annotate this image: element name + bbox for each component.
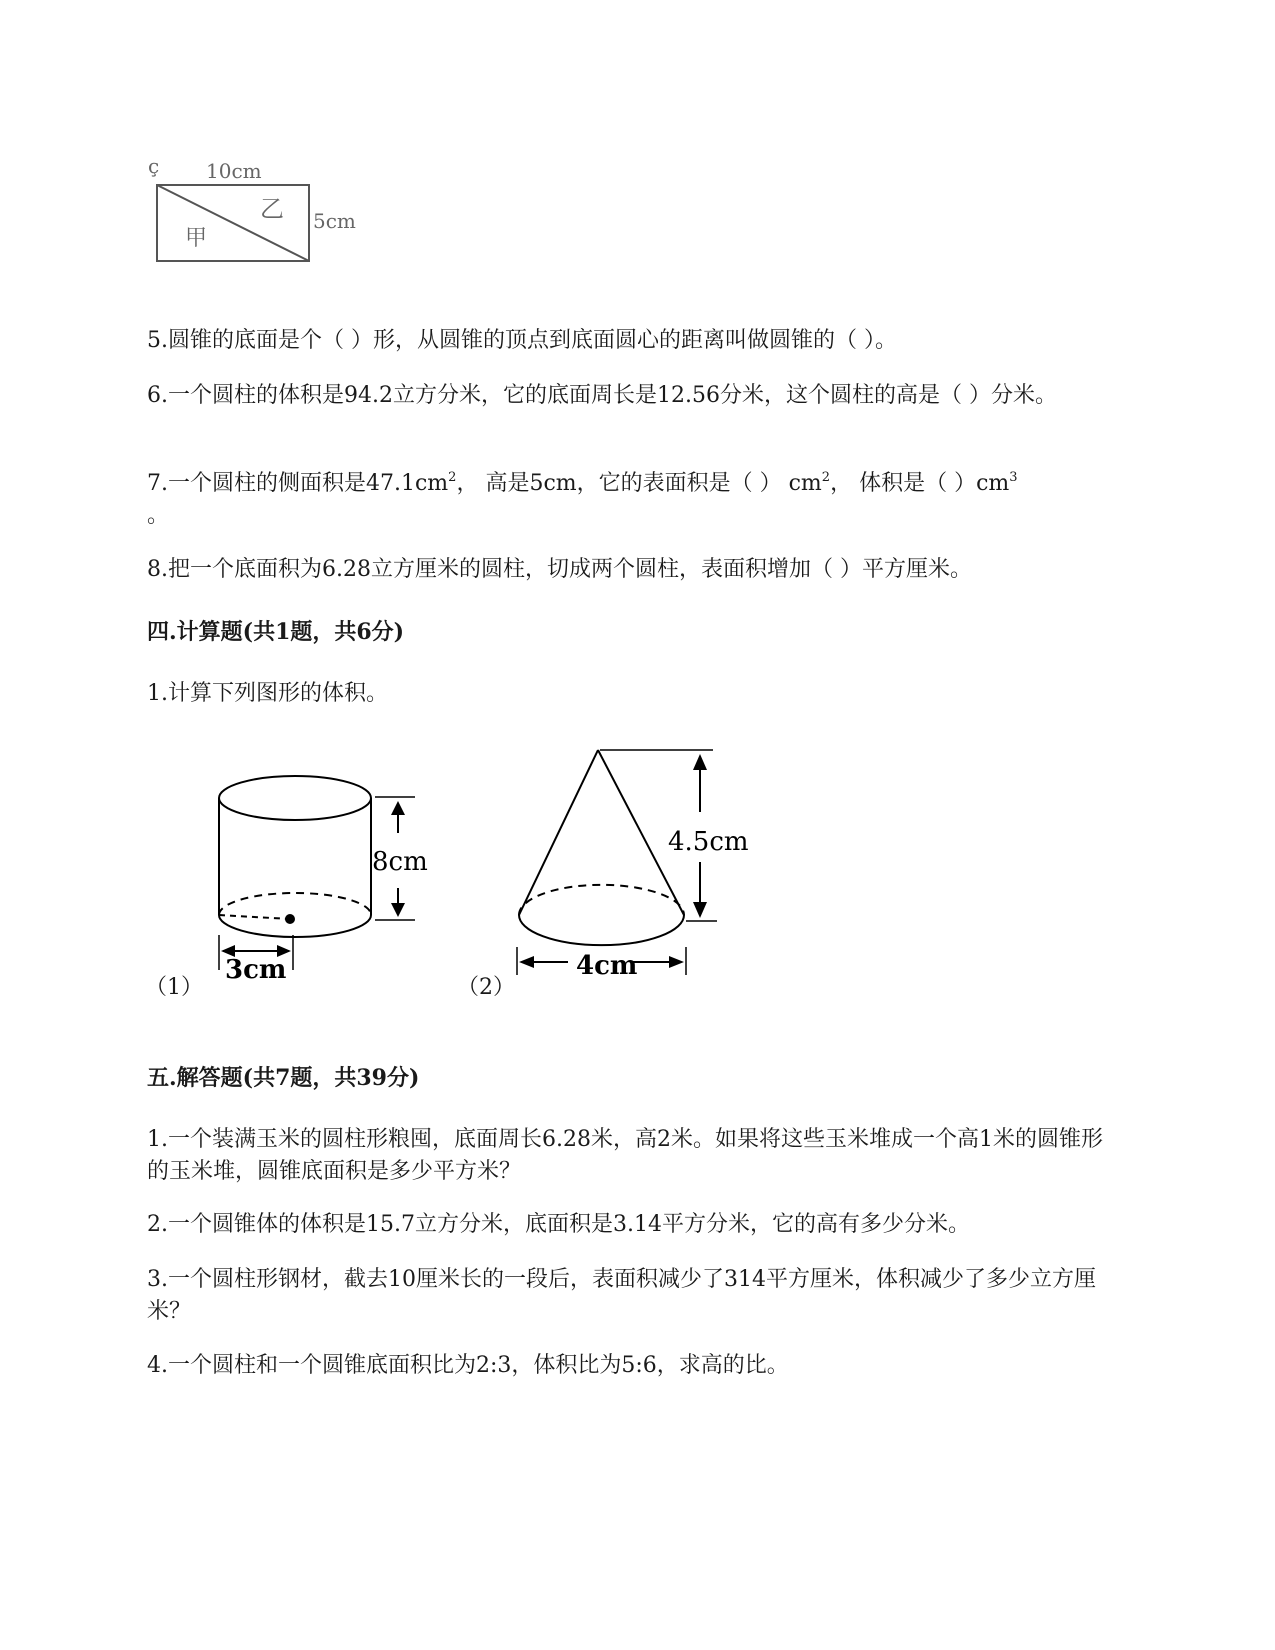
corner-mark: ç bbox=[148, 154, 160, 178]
cylinder-radius-label: 3cm bbox=[225, 955, 287, 985]
section-4-heading: 四.计算题(共1题，共6分) bbox=[147, 619, 405, 645]
section-4-question-1: 1.计算下列图形的体积。 bbox=[147, 681, 388, 706]
question-6: 6.一个圆柱的体积是94.2立方分米，它的底面周长是12.56分米，这个圆柱的高是（ ）分米。 bbox=[147, 383, 1057, 408]
rectangle-diagram bbox=[140, 145, 380, 275]
section-5-question-3: 3.一个圆柱形钢材，截去10厘米长的一段后，表面积减少了314平方厘米，体积减少了多少立方厘米？ bbox=[147, 1267, 1096, 1324]
question-8: 8.把一个底面积为6.28立方厘米的圆柱，切成两个圆柱，表面积增加（ ）平方厘米。 bbox=[147, 557, 972, 582]
question-5: 5.圆锥的底面是个（ ）形，从圆锥的顶点到底面圆心的距离叫做圆锥的（ ）。 bbox=[147, 328, 897, 353]
cone-diameter-label: 4cm bbox=[576, 951, 638, 981]
cylinder-diagram bbox=[205, 775, 445, 990]
cone-diagram bbox=[510, 742, 760, 987]
cylinder-height-label: 8cm bbox=[372, 847, 428, 877]
cone-height-label: 4.5cm bbox=[668, 827, 749, 857]
top-length-label: 10cm bbox=[206, 159, 262, 183]
figure-2-label: （2） bbox=[457, 975, 515, 1000]
section-5-question-2: 2.一个圆锥体的体积是15.7立方分米，底面积是3.14平方分米，它的高有多少分米。 bbox=[147, 1212, 970, 1237]
region-lower-label: 甲 bbox=[185, 226, 208, 251]
section-5-question-1: 1.一个装满玉米的圆柱形粮囤，底面周长6.28米，高2米。如果将这些玉米堆成一个高1米的圆锥形的玉米堆，圆锥底面积是多少平方米？ bbox=[147, 1127, 1103, 1184]
side-length-label: 5cm bbox=[313, 209, 356, 233]
section-5-question-4: 4.一个圆柱和一个圆锥底面积比为2:3，体积比为5:6，求高的比。 bbox=[147, 1353, 789, 1378]
region-upper-label: 乙 bbox=[260, 195, 284, 223]
section-5-heading: 五.解答题(共7题，共39分) bbox=[147, 1065, 420, 1091]
question-7: 7.一个圆柱的侧面积是$47.1cm^2$， 高是5cm，它的表面积是（ ） $cm^2$， 体积是（ ）$cm^3$ 。 bbox=[147, 470, 1018, 528]
figure-1-label: （1） bbox=[145, 975, 203, 1000]
